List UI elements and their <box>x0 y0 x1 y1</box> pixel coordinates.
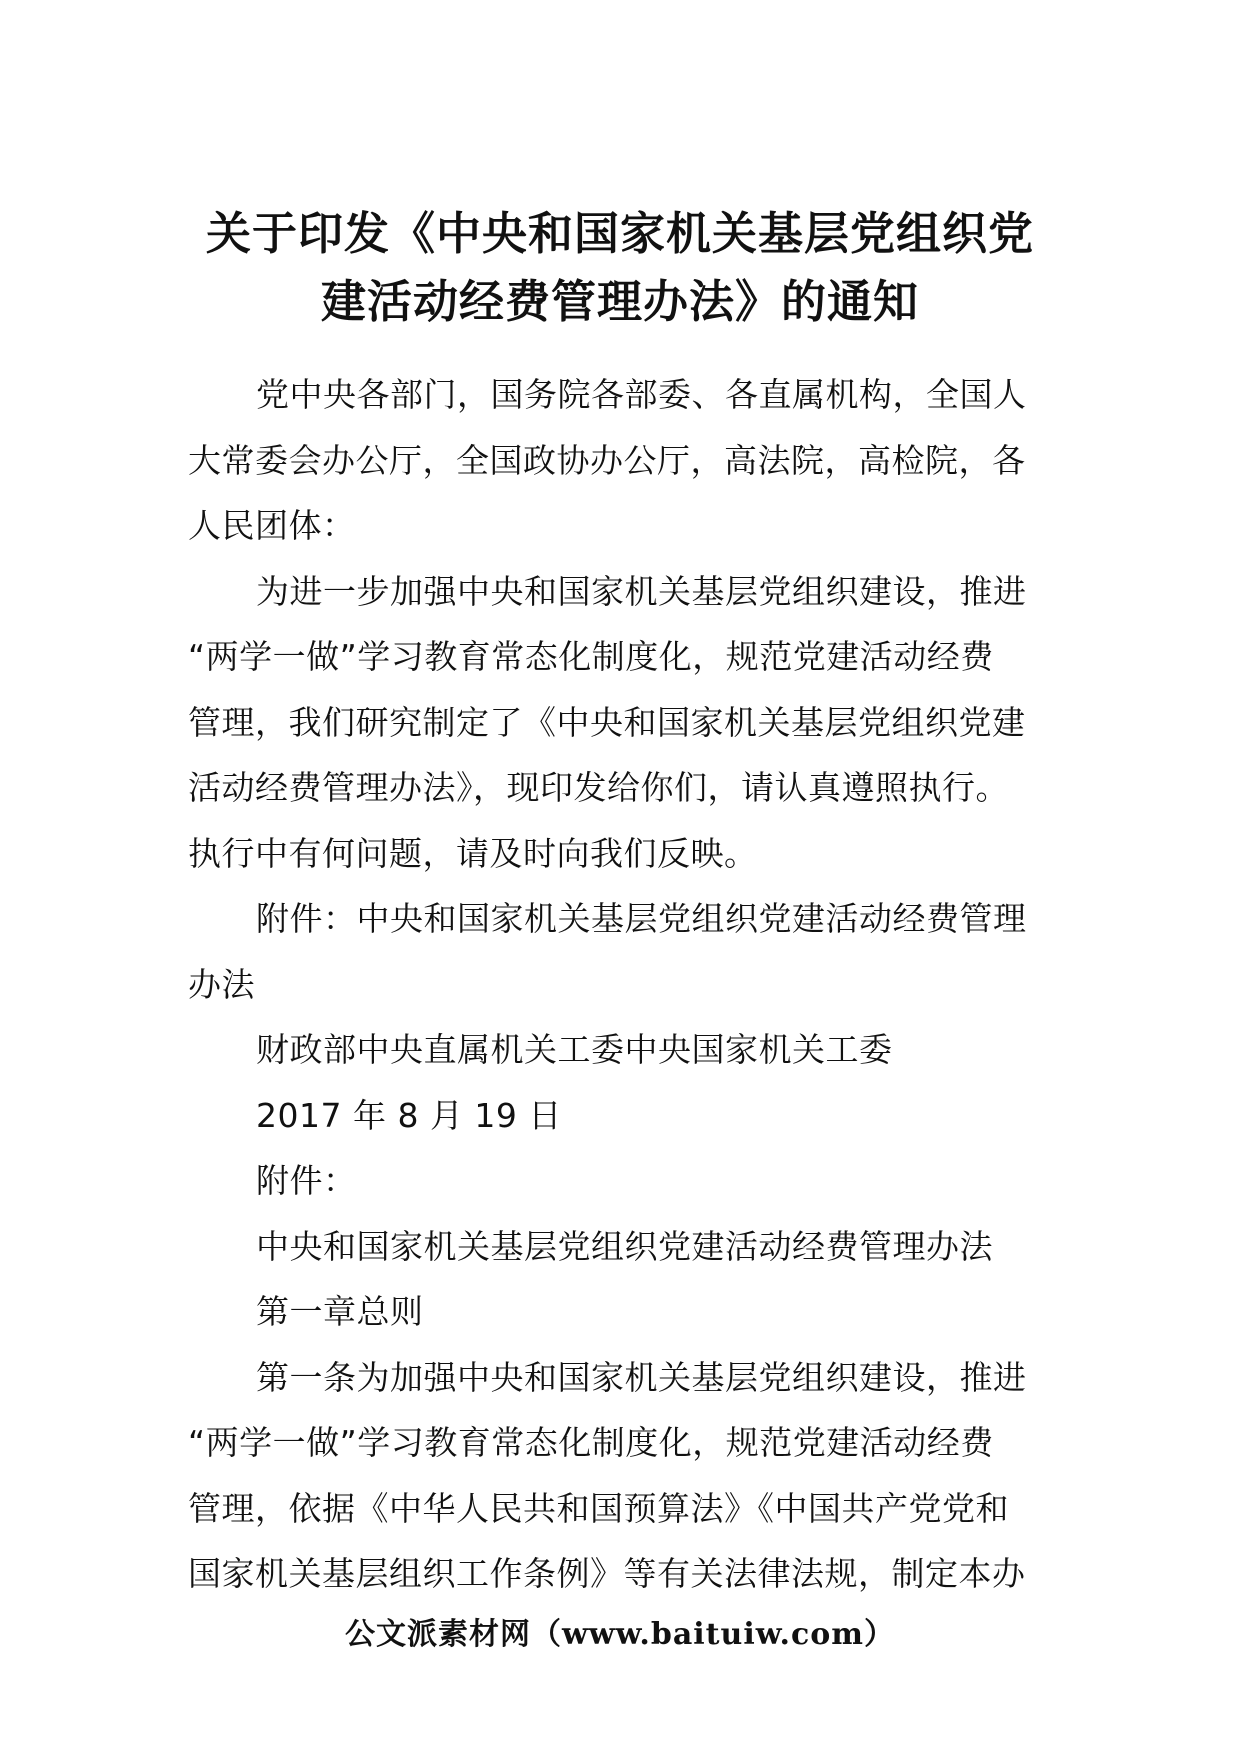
text-line: 管理，依据《中华人民共和国预算法》《中国共产党党和 <box>188 1488 1009 1528</box>
addressees-paragraph <box>188 362 1058 559</box>
text-line: 人民团体： <box>188 506 356 545</box>
text-line: 附件： <box>256 1161 357 1200</box>
document-body <box>188 362 1058 1607</box>
text-line: “两学一做”学习教育常态化制度化，规范党建活动经费 <box>188 1423 994 1462</box>
text-line: 执行中有何问题，请及时向我们反映。 <box>188 833 758 873</box>
text-line: 大常委会办公厅，全国政协办公厅，高法院，高检院，各 <box>188 440 1026 480</box>
text-line: 国家机关基层组织工作条例》等有关法律法规，制定本办 <box>188 1554 1026 1593</box>
text-line: 活动经费管理办法》，现印发给你们，请认真遵照执行。 <box>188 768 1009 807</box>
document-title <box>170 200 1070 336</box>
title-line: 关于印发《中央和国家机关基层党组织党 <box>205 207 1034 260</box>
text-line: 管理，我们研究制定了《中央和国家机关基层党组织党建 <box>188 702 1026 742</box>
text-line: 附件：中央和国家机关基层党组织党建活动经费管理 <box>256 899 1027 938</box>
issue-date <box>188 1083 1058 1149</box>
attachment-note-paragraph <box>188 886 1058 1017</box>
text-line: 党中央各部门，国务院各部委、各直属机构，全国人 <box>256 375 1027 414</box>
attachment-title <box>188 1214 1058 1280</box>
chapter-heading <box>188 1279 1058 1345</box>
text-line: “两学一做”学习教育常态化制度化，规范党建活动经费 <box>188 637 994 676</box>
text-line: 中央和国家机关基层党组织党建活动经费管理办法 <box>256 1226 993 1266</box>
footer-watermark: 公文派素材网（www.baituiw.com） <box>344 1617 896 1652</box>
notice-body-paragraph <box>188 559 1058 887</box>
title-line: 建活动经费管理办法》的通知 <box>320 275 919 328</box>
text-line: 2017 年 8 月 19 日 <box>256 1095 562 1135</box>
text-line: 第一条为加强中央和国家机关基层党组织建设，推进 <box>256 1357 1027 1397</box>
signatories <box>188 1017 1058 1083</box>
text-line: 财政部中央直属机关工委中央国家机关工委 <box>256 1030 893 1069</box>
text-line: 第一章总则 <box>256 1292 424 1331</box>
article-one-paragraph <box>188 1345 1058 1607</box>
attachment-label <box>188 1148 1058 1214</box>
text-line: 为进一步加强中央和国家机关基层党组织建设，推进 <box>256 571 1027 611</box>
text-line: 办法 <box>188 964 255 1004</box>
